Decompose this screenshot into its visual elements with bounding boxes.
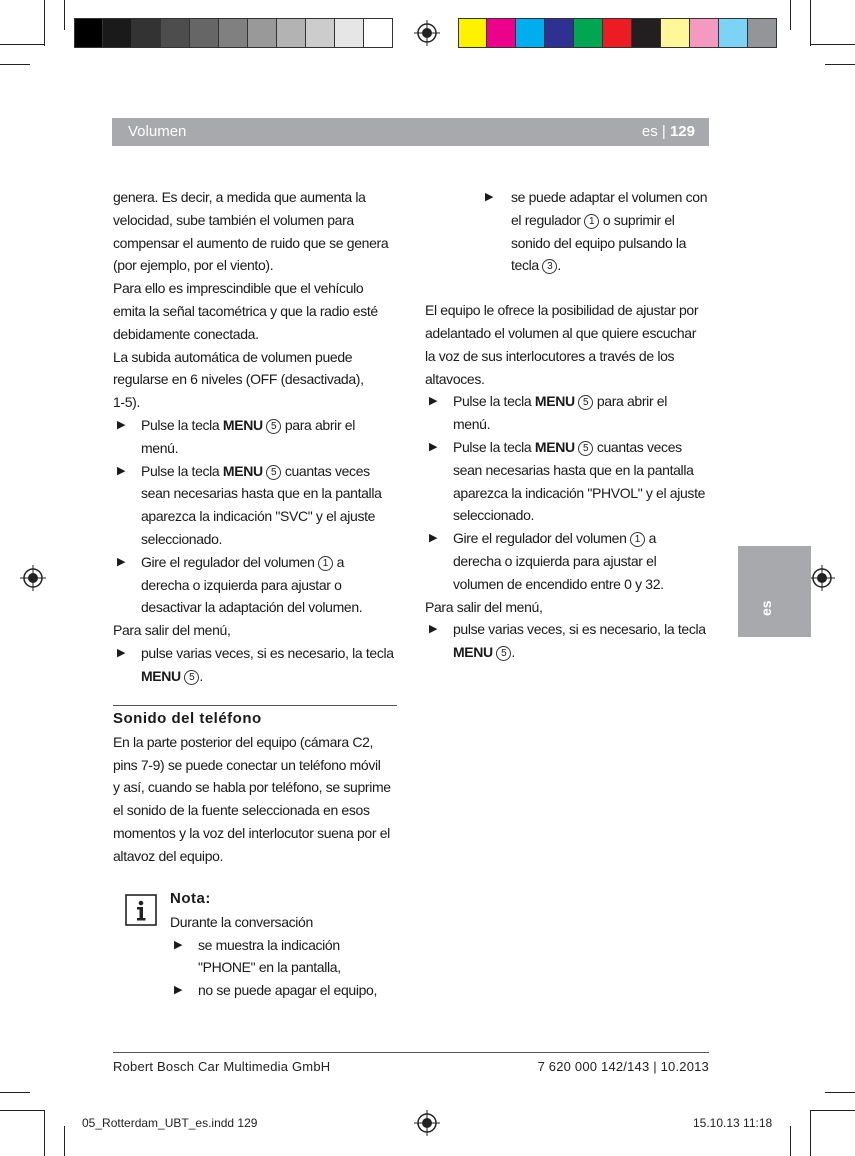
color-swatch: [719, 18, 748, 48]
crop-mark: [825, 1092, 855, 1093]
list-item: ▶ Pulse la tecla MENU 5 para abrir el menú.: [425, 390, 715, 436]
footer-docnum: 7 620 000 142/143 | 10.2013: [537, 1059, 709, 1074]
note-box: [170, 888, 400, 1002]
page-number: [642, 123, 695, 140]
registration-mark-icon: [414, 20, 440, 46]
slug-date: 15.10.13 11:18: [693, 1116, 773, 1130]
color-swatch: [690, 18, 719, 48]
color-swatch: [190, 18, 219, 48]
registration-mark-icon: [20, 565, 46, 591]
crop-mark: [810, 1110, 811, 1156]
bullet-arrow-icon: ▶: [485, 191, 494, 203]
slug-filename: 05_Rotterdam_UBT_es.indd 129: [82, 1116, 258, 1130]
bullet-arrow-icon: ▶: [174, 984, 183, 997]
crop-mark: [0, 1092, 30, 1093]
crop-mark: [44, 1110, 45, 1156]
paragraph: genera. Es decir, a medida que aumenta la velocidad, sube también el volumen para compensar el aumento de ruido que se genera (por ejemplo, por el viento).: [113, 189, 389, 274]
info-icon: [125, 894, 157, 926]
footer-rule: [113, 1052, 709, 1053]
list-item: ▶ Pulse la tecla MENU 5 para abrir el menú.: [113, 414, 403, 460]
language-code: es: [641, 123, 658, 140]
color-swatch: [248, 18, 277, 48]
phone-section: [113, 708, 403, 868]
color-swatch: [335, 18, 364, 48]
list-item: ▶ Gire el regulador del volumen 1 a derecha o izquierda para ajustar el volumen de encendido entre 0 y 32.: [425, 527, 715, 595]
list-item: ▶ Pulse la tecla MENU 5 cuantas veces sean necesarias hasta que en la pantalla aparezca la indicación "SVC" y el ajuste seleccionado.: [113, 460, 403, 551]
language-side-tab: [738, 546, 811, 637]
color-swatch: [632, 18, 661, 48]
paragraph: Para ello es imprescindible que el vehículo emita la señal tacométrica y que la radio esté debidamente conectada.: [113, 280, 378, 342]
bullet-arrow-icon: ▶: [117, 464, 126, 477]
crop-mark: [825, 64, 855, 65]
note-intro: Durante la conversación: [170, 913, 313, 930]
color-swatch: [458, 18, 487, 48]
bullet-arrow-icon: ▶: [117, 646, 126, 659]
bullet-arrow-icon: ▶: [117, 418, 126, 431]
page-num: 129: [669, 123, 695, 140]
bullet-arrow-icon: ▶: [429, 395, 438, 408]
color-swatch: [161, 18, 190, 48]
color-swatch: [132, 18, 161, 48]
crop-mark: [811, 1110, 855, 1111]
color-swatch: [277, 18, 306, 48]
color-swatch-bar: [458, 18, 777, 48]
exit-text: Para salir del menú,: [425, 598, 543, 615]
list-item: ▶ se muestra la indicación "PHONE" en la pantalla,: [170, 934, 400, 980]
registration-mark-icon: [809, 565, 835, 591]
color-swatch: [545, 18, 574, 48]
crop-mark: [811, 44, 855, 45]
list-item: ▶ pulse varias veces, si es necesario, la tecla MENU 5 .: [113, 642, 403, 688]
grayscale-swatch-bar: [74, 18, 393, 48]
color-swatch: [306, 18, 335, 48]
color-swatch: [74, 18, 103, 48]
section-divider: [113, 705, 397, 706]
list-item: ▶ se puede adaptar el volumen con el regulador 1 o suprimir el sonido del equipo pulsando la tecla 3 .: [425, 186, 715, 277]
color-swatch: [516, 18, 545, 48]
separator: |: [661, 123, 666, 140]
color-swatch: [661, 18, 690, 48]
bullet-arrow-icon: ▶: [429, 623, 438, 636]
paragraph: En la parte posterior del equipo (cámara C2, pins 7-9) se puede conectar un teléfono móvil y así, cuando se habla por teléfono, se suprime el sonido de la fuente seleccionada en esos momentos y la voz del interlocutor suena por el altavoz del equipo.: [113, 733, 391, 864]
bullet-arrow-icon: ▶: [174, 938, 183, 951]
crop-mark: [790, 1126, 791, 1156]
crop-mark: [790, 0, 791, 30]
note-title: Nota:: [170, 890, 211, 907]
exit-text: Para salir del menú,: [113, 622, 231, 639]
side-tab-label: es: [758, 600, 774, 616]
list-item: ▶ Pulse la tecla MENU 5 cuantas veces sean necesarias hasta que en la pantalla aparezca la indicación "PHVOL" y el ajuste seleccionado.: [425, 436, 715, 527]
registration-mark-icon: [414, 1110, 440, 1136]
crop-mark: [0, 64, 30, 65]
right-column: [425, 186, 715, 664]
list-item: ▶ Gire el regulador del volumen 1 a derecha o izquierda para ajustar o desactivar la adaptación del volumen.: [113, 551, 403, 619]
page-header: [112, 118, 709, 146]
crop-mark: [810, 0, 811, 46]
bullet-arrow-icon: ▶: [117, 555, 126, 568]
bullet-arrow-icon: ▶: [429, 440, 438, 453]
color-swatch: [219, 18, 248, 48]
color-swatch: [574, 18, 603, 48]
color-swatch: [603, 18, 632, 48]
left-column: [113, 186, 403, 688]
bullet-arrow-icon: ▶: [429, 532, 438, 545]
paragraph: El equipo le ofrece la posibilidad de ajustar por adelantado el volumen al que quiere escuchar la voz de sus interlocutores a través de los altavoces.: [425, 302, 699, 387]
crop-mark: [64, 1126, 65, 1156]
crop-mark: [0, 1110, 44, 1111]
crop-mark: [64, 0, 65, 30]
list-item: ▶ no se puede apagar el equipo,: [170, 979, 400, 1002]
section-heading: Sonido del teléfono: [113, 710, 262, 727]
paragraph: La subida automática de volumen puede regularse en 6 niveles (OFF (desactivada), 1-5).: [113, 348, 364, 411]
color-swatch: [748, 18, 777, 48]
list-item: ▶ pulse varias veces, si es necesario, la tecla MENU 5 .: [425, 618, 715, 664]
color-swatch: [487, 18, 516, 48]
color-swatch: [103, 18, 132, 48]
color-swatch: [364, 18, 393, 48]
footer-company: Robert Bosch Car Multimedia GmbH: [113, 1059, 331, 1074]
crop-mark: [44, 0, 45, 46]
section-title: Volumen: [128, 123, 187, 140]
crop-mark: [0, 44, 44, 45]
